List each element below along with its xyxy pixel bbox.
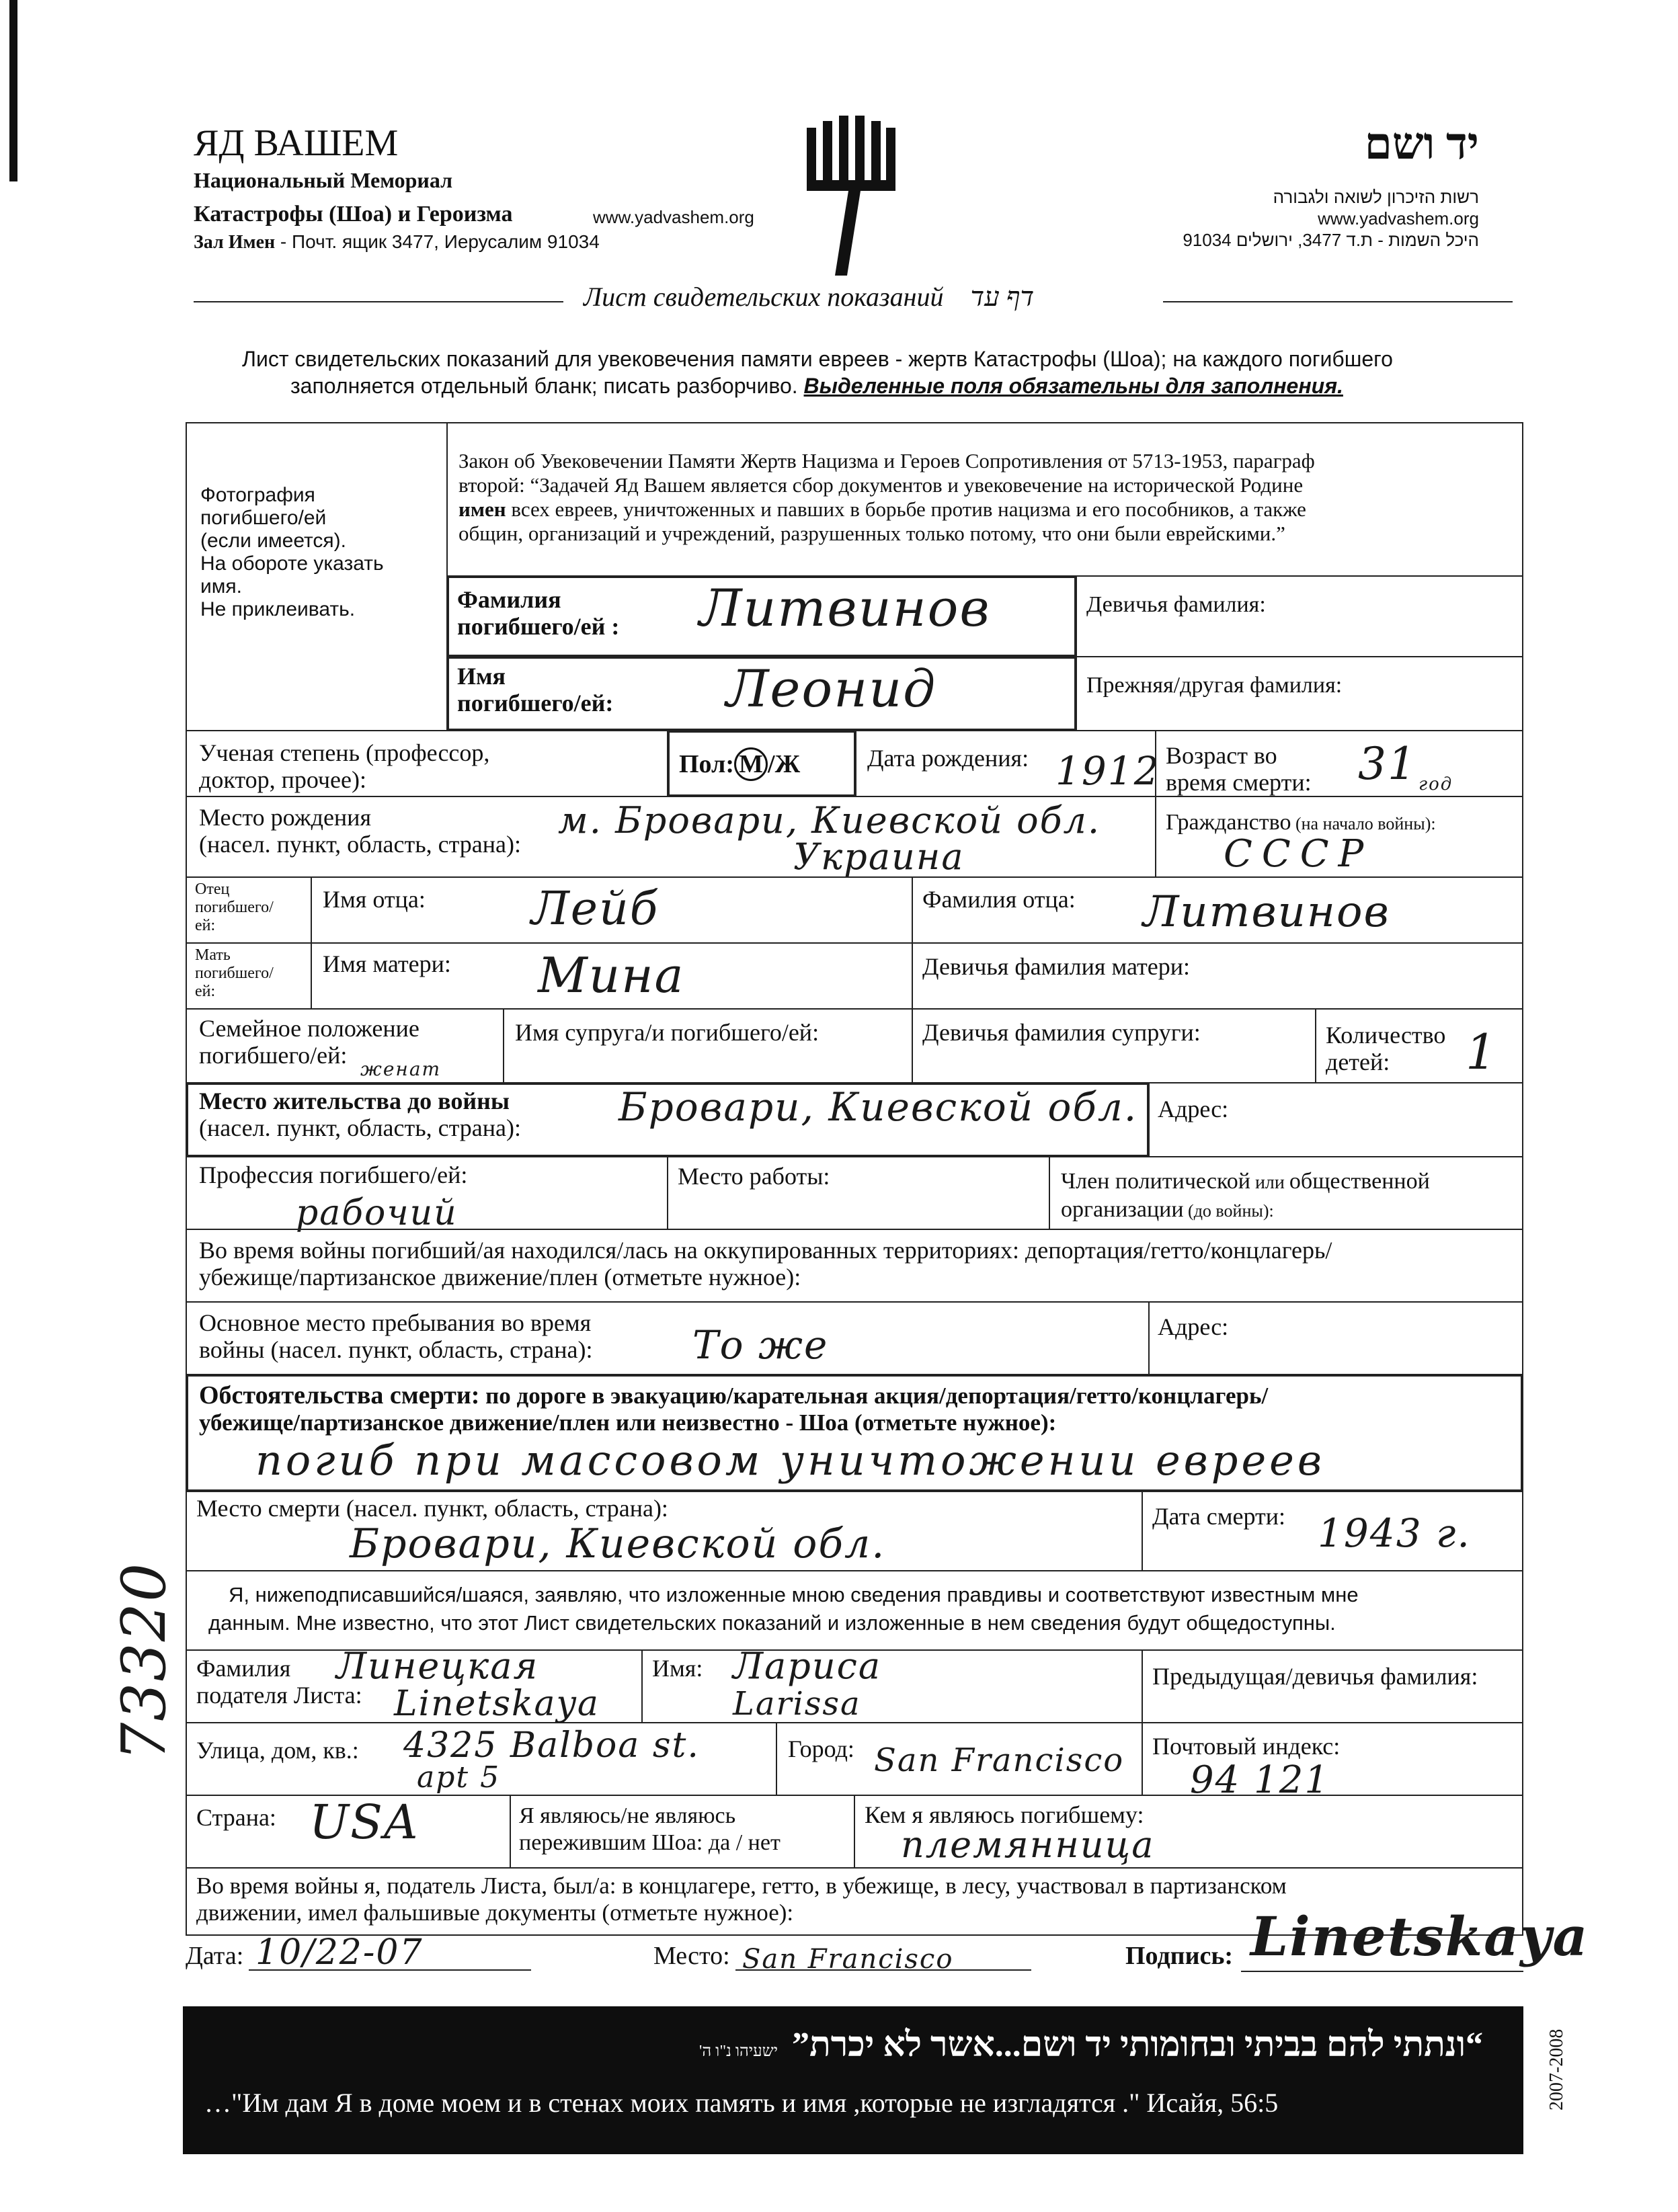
org-subtitle-he: רשות הזיכרון לשואה ולגבורה bbox=[1273, 187, 1479, 207]
law-line-3 bbox=[458, 497, 1315, 522]
first-name-label-2: погибшего/ей: bbox=[457, 690, 614, 716]
birthplace-label bbox=[199, 804, 521, 858]
birthplace-value-2: Украина bbox=[793, 835, 965, 878]
age-unit: год bbox=[1419, 774, 1453, 794]
law-line-2: второй: “Задачей Яд Вашем является сбор документов и увековечение на исторической Родине bbox=[458, 473, 1304, 497]
death-circ-line-1-text: по дороге в эвакуацию/карательная акция/депортация/гетто/концлагерь/ bbox=[479, 1383, 1269, 1409]
submitter-name-value-1: Лариса bbox=[733, 1645, 882, 1687]
submitter-surname-label-1: Фамилия bbox=[196, 1655, 291, 1682]
org-subtitle-ru-2: Катастрофы (Шоа) и Героизма bbox=[194, 202, 513, 227]
date-underline[interactable] bbox=[249, 1969, 531, 1971]
death-circumstances-value: погиб при массовом уничтожении евреев bbox=[255, 1436, 1325, 1485]
form-year: 2007-2008 bbox=[1546, 2029, 1567, 2111]
city-label: Город: bbox=[788, 1735, 854, 1762]
org-title-ru: ЯД ВАШЕМ bbox=[194, 122, 399, 164]
relation-value: племянница bbox=[901, 1824, 1155, 1866]
sheet-title bbox=[584, 281, 1034, 313]
declaration-text bbox=[208, 1581, 1359, 1637]
sex-option-male[interactable]: М bbox=[734, 747, 768, 781]
mother-side-3: ей: bbox=[195, 983, 216, 1000]
date-label: Дата: bbox=[186, 1942, 244, 1970]
law-names: имен bbox=[458, 497, 506, 521]
father-name-label: Имя отца: bbox=[323, 886, 426, 913]
marital-label-1: Семейное положение bbox=[199, 1015, 420, 1042]
place-underline[interactable] bbox=[735, 1969, 1031, 1971]
mother-side-label bbox=[195, 946, 274, 1001]
title-rule-left bbox=[194, 301, 563, 302]
photo-line-1: Фотография bbox=[200, 484, 315, 506]
father-name-value: Лейб bbox=[531, 883, 660, 936]
submitter-wartime-line-1: Во время войны я, податель Листа, был/а: в концлагере, гетто, в убежище, в лесу, участвовал в партизанском bbox=[196, 1873, 1287, 1899]
age-value: 31 bbox=[1358, 738, 1417, 790]
mother-maiden-label: Девичья фамилия матери: bbox=[922, 953, 1191, 980]
residence-label bbox=[199, 1088, 521, 1141]
member-label-line-1 bbox=[1061, 1168, 1430, 1196]
degree-label-2: доктор, прочее): bbox=[199, 766, 366, 793]
mother-name-value: Мина bbox=[538, 947, 685, 1003]
citizenship-value: СССР bbox=[1224, 832, 1373, 876]
member-label-1: Член политической bbox=[1061, 1169, 1250, 1194]
degree-label-1: Ученая степень (профессор, bbox=[199, 739, 490, 766]
street-value-2: apt 5 bbox=[417, 1760, 501, 1795]
profession-label: Профессия погибшего/ей: bbox=[199, 1161, 468, 1188]
sheet-title-ru: Лист свидетельских показаний bbox=[584, 282, 944, 312]
postal-address: - Почт. ящик 3477, Иерусалим 91034 bbox=[275, 231, 600, 252]
survivor-label-2: пережившим Шоа: да / нет bbox=[519, 1830, 781, 1855]
father-side-1: Отец bbox=[195, 880, 230, 898]
mother-side-1: Мать bbox=[195, 946, 231, 964]
residence-value: Бровари, Киевской обл. bbox=[618, 1084, 1138, 1130]
banner-hebrew-text: “ונתתי להם בביתי ובחומותי יד ושם...אשר לא יכרת” bbox=[792, 2026, 1483, 2064]
photo-line-3: (если имеется). bbox=[200, 530, 347, 552]
scan-edge-mark bbox=[9, 0, 17, 181]
submitter-wartime-label bbox=[196, 1873, 1287, 1926]
org-postal-ru bbox=[194, 231, 600, 253]
intro-text: заполняется отдельный бланк; писать разборчиво. bbox=[290, 374, 798, 398]
birthplace-value-1: м. Бровари, Киевской обл. bbox=[558, 799, 1101, 842]
quote-banner bbox=[183, 2006, 1523, 2154]
signature-value: Linetskaya bbox=[1250, 1905, 1589, 1968]
declaration-line-1: Я, нижеподписавшийся/шаяся, заявляю, что изложенные мною сведения правдивы и соответствуют известным мне bbox=[229, 1583, 1359, 1606]
birth-date-value: 1912 bbox=[1055, 748, 1160, 794]
father-side-2: погибшего/ bbox=[195, 899, 274, 916]
other-surname-label: Прежняя/другая фамилия: bbox=[1086, 673, 1343, 698]
profession-value: рабочий bbox=[296, 1193, 458, 1233]
death-circ-bold: Обстоятельства смерти: bbox=[199, 1381, 480, 1409]
first-name-label-1: Имя bbox=[457, 663, 506, 690]
sheet-title-he: דף עד bbox=[970, 282, 1035, 312]
wartime-line-2: убежище/партизанское движение/плен (отметьте нужное): bbox=[199, 1264, 801, 1291]
degree-label bbox=[199, 739, 489, 793]
father-surname-label: Фамилия отца: bbox=[922, 886, 1076, 913]
zip-code-label: Почтовый индекс: bbox=[1152, 1733, 1341, 1760]
submitter-surname-value-2: Linetskaya bbox=[394, 1684, 600, 1724]
wartime-address-label: Адрес: bbox=[1158, 1313, 1229, 1340]
first-name-label bbox=[457, 663, 613, 716]
wartime-status-label bbox=[199, 1237, 1332, 1291]
mother-name-label: Имя матери: bbox=[323, 950, 451, 977]
submitter-surname-value-1: Линецкая bbox=[336, 1645, 539, 1687]
law-line-1: Закон об Увековечении Памяти Жертв Нацизма и Героев Сопротивления от 5713-1953, параграф bbox=[458, 449, 1315, 473]
member-label-or: или bbox=[1250, 1172, 1289, 1193]
yad-vashem-logo-icon bbox=[800, 108, 901, 282]
banner-hebrew-quote bbox=[699, 2025, 1483, 2065]
children-label-1: Количество bbox=[1326, 1022, 1446, 1049]
member-label-line-2 bbox=[1061, 1196, 1430, 1225]
marital-label-2: погибшего/ей: bbox=[199, 1042, 348, 1069]
sex-label-text: Пол: bbox=[679, 750, 735, 778]
birth-date-label: Дата рождения: bbox=[867, 745, 1029, 772]
country-value: USA bbox=[309, 1795, 420, 1850]
country-label: Страна: bbox=[196, 1804, 276, 1831]
residence-label-2: (насел. пункт, область, страна): bbox=[199, 1114, 522, 1141]
submitter-wartime-line-2: движении, имел фальшивые документы (отметьте нужное): bbox=[196, 1899, 794, 1926]
residence-label-1: Место жительства до войны bbox=[199, 1088, 510, 1114]
marital-status-value: женат bbox=[360, 1058, 442, 1080]
member-label-2b: (до войны): bbox=[1183, 1201, 1274, 1221]
maiden-name-label: Девичья фамилия: bbox=[1086, 592, 1266, 617]
surname-label-2: погибшего/ей : bbox=[457, 613, 620, 640]
street-label: Улица, дом, кв.: bbox=[196, 1737, 359, 1764]
record-number: 73320 bbox=[109, 1561, 179, 1761]
banner-russian-quote: …"Им дам Я в доме моем и в стенах моих память и имя ,которые не изгладятся ." Исайя, 56:5 bbox=[204, 2088, 1279, 2118]
birthplace-label-1: Место рождения bbox=[199, 804, 372, 831]
surname-label bbox=[457, 586, 619, 640]
death-place-label: Место смерти (насел. пункт, область, страна): bbox=[196, 1495, 668, 1522]
sex-label bbox=[679, 747, 800, 781]
death-date-value: 1943 г. bbox=[1318, 1510, 1471, 1556]
org-subtitle-ru: Национальный Мемориал bbox=[194, 168, 453, 192]
photo-instructions bbox=[200, 484, 384, 621]
place-value: San Francisco bbox=[742, 1944, 954, 1975]
survivor-label-1: Я являюсь/не являюсь bbox=[519, 1803, 736, 1828]
submitter-name-field[interactable] bbox=[641, 1649, 1143, 1723]
zip-code-value: 94 121 bbox=[1190, 1758, 1330, 1802]
citizenship-label-text: Гражданство bbox=[1166, 810, 1291, 835]
signature-underline[interactable] bbox=[1241, 1971, 1523, 1972]
death-circ-line-2: убежище/партизанское движение/плен или неизвестно - Шоа (отметьте нужное): bbox=[199, 1409, 1057, 1436]
declaration-line-2: данным. Мне известно, что этот Лист свидетельских показаний и изложенные в нем сведения будут общедоступны. bbox=[208, 1611, 1336, 1635]
photo-line-4: На обороте указать bbox=[200, 552, 384, 575]
residence-address-label: Адрес: bbox=[1158, 1096, 1229, 1122]
surname-value: Литвинов bbox=[699, 578, 991, 638]
survivor-status-label bbox=[519, 1803, 781, 1856]
father-side-label bbox=[195, 880, 274, 935]
intro-emphasis: Выделенные поля обязательны для заполнения. bbox=[803, 374, 1343, 398]
date-value: 10/22-07 bbox=[255, 1932, 424, 1973]
children-count-label bbox=[1326, 1022, 1445, 1075]
citizenship-sublabel: (на начало войны): bbox=[1291, 814, 1436, 833]
org-title-he: יד ושם bbox=[1364, 120, 1479, 169]
mother-side-2: погибшего/ bbox=[195, 965, 274, 982]
law-line-4: общин, организаций и учреждений, разрушенных только потому, что они были еврейскими.” bbox=[458, 522, 1285, 545]
age-label-1: Возраст во bbox=[1166, 742, 1277, 769]
children-label-2: детей: bbox=[1326, 1049, 1390, 1075]
first-name-value: Леонид bbox=[726, 659, 937, 719]
place-label: Место: bbox=[653, 1942, 730, 1970]
org-postal-he: היכל השמות - ת.ד 3477, ירושלים 91034 bbox=[1183, 230, 1479, 250]
photo-line-6: Не приклеивать. bbox=[200, 598, 356, 620]
age-label-2: время смерти: bbox=[1166, 769, 1312, 796]
title-rule-right bbox=[1163, 301, 1513, 302]
father-surname-value: Литвинов bbox=[1143, 887, 1390, 937]
workplace-label: Место работы: bbox=[678, 1163, 830, 1190]
banner-hebrew-ref: ישעיהו נ"ו ה' bbox=[699, 2043, 778, 2060]
signature-label: Подпись: bbox=[1125, 1942, 1234, 1970]
surname-label-1: Фамилия bbox=[457, 586, 561, 613]
submitter-name-label: Имя: bbox=[652, 1655, 703, 1682]
street-value-1: 4325 Balboa st. bbox=[403, 1725, 700, 1766]
organization-member-label bbox=[1061, 1168, 1430, 1225]
death-date-label: Дата смерти: bbox=[1152, 1503, 1286, 1530]
wartime-place-label-2: войны (насел. пункт, область, страна): bbox=[199, 1336, 593, 1363]
photo-line-2: погибшего/ей bbox=[200, 507, 327, 529]
intro-line-1: Лист свидетельских показаний для увековечения памяти евреев - жертв Катастрофы (Шоа); на каждого погибшего bbox=[242, 347, 1393, 371]
spouse-maiden-label: Девичья фамилия супруги: bbox=[922, 1019, 1201, 1046]
photo-line-5: имя. bbox=[200, 575, 242, 598]
sex-option-female[interactable]: /Ж bbox=[768, 750, 801, 778]
age-label bbox=[1166, 742, 1312, 796]
org-url-ru: www.yadvashem.org bbox=[593, 207, 754, 227]
law-line-3-text: всех евреев, уничтоженных и павших в борьбе против нацизма и его пособников, а также bbox=[506, 497, 1306, 521]
father-side-3: ей: bbox=[195, 917, 216, 934]
spouse-name-label: Имя супруга/и погибшего/ей: bbox=[515, 1019, 820, 1046]
hall-name: Зал Имен bbox=[194, 232, 276, 253]
wartime-place-value: То же bbox=[692, 1322, 829, 1368]
member-label-2: организации bbox=[1061, 1197, 1184, 1222]
relation-label: Кем я являюсь погибшему: bbox=[865, 1801, 1144, 1828]
wartime-line-1: Во время войны погибший/ая находился/лась на оккупированных территориях: депортация/гетто/концлагерь/ bbox=[199, 1237, 1332, 1264]
org-url-he: www.yadvashem.org bbox=[1318, 208, 1479, 229]
submitter-surname-label-2: подателя Листа: bbox=[196, 1682, 362, 1709]
children-count-value: 1 bbox=[1466, 1024, 1498, 1080]
law-text bbox=[458, 449, 1315, 546]
death-circ-line-1 bbox=[199, 1382, 1268, 1409]
wartime-place-label-1: Основное место пребывания во время bbox=[199, 1309, 592, 1336]
submitter-previous-name-label: Предыдущая/девичья фамилия: bbox=[1152, 1663, 1478, 1690]
submitter-name-value-2: Larissa bbox=[733, 1685, 861, 1723]
member-label-social: общественной bbox=[1289, 1169, 1430, 1194]
city-value: San Francisco bbox=[874, 1742, 1125, 1779]
wartime-place-label bbox=[199, 1309, 593, 1363]
death-place-value: Бровари, Киевской обл. bbox=[350, 1520, 886, 1567]
intro-line-2 bbox=[290, 374, 1343, 399]
birthplace-label-2: (насел. пункт, область, страна): bbox=[199, 831, 522, 858]
death-circumstances-label bbox=[199, 1382, 1268, 1436]
